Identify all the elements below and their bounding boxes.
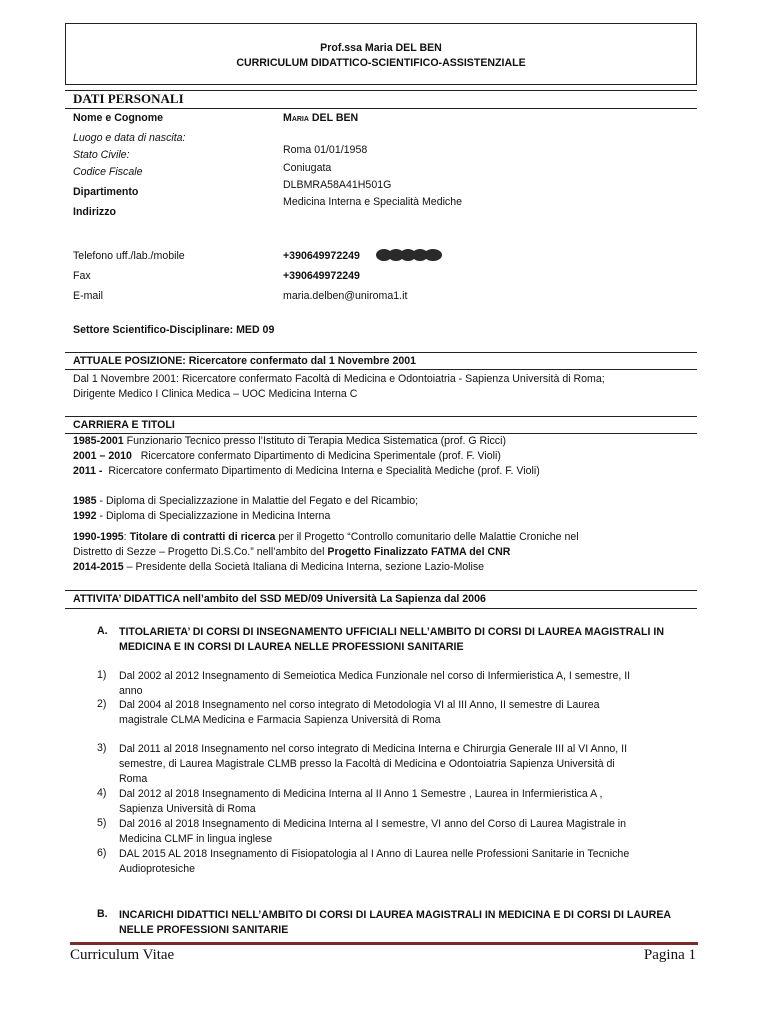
footer-rule [70, 942, 698, 945]
luogo-label: Luogo e data di nascita: [73, 132, 186, 144]
stato-value: Coniugata [283, 162, 332, 174]
carriera-text: Distretto di Sezze – Progetto Di.S.Co.” nell’ambito del [73, 546, 328, 558]
email-label: E-mail [73, 290, 104, 302]
list-item-number: 5) [97, 817, 107, 829]
telefono-label: Telefono uff./lab./mobile [73, 250, 185, 262]
section-b-marker: B. [97, 908, 108, 920]
list-item [119, 669, 694, 699]
list-item-number: 4) [97, 787, 107, 799]
section-b-line2: NELLE PROFESSIONI SANITARIE [119, 924, 289, 936]
list-item-line: DAL 2015 AL 2018 Insegnamento di Fisiopatologia al I Anno di Laurea nelle Professioni Sanitarie in Tecniche [119, 848, 630, 860]
section-b-heading [119, 908, 671, 938]
carriera-title: CARRIERA E TITOLI [73, 419, 175, 431]
carriera-year: 2014-2015 [73, 561, 124, 573]
list-item-line: Medicina CLMF in lingua inglese [119, 833, 273, 845]
list-item-line: Audioprotesiche [119, 863, 195, 875]
section-rule [65, 369, 697, 370]
fax-value: +390649972249 [283, 270, 360, 282]
codice-label: Codice Fiscale [73, 166, 143, 178]
carriera-year: 1985 [73, 495, 97, 507]
list-item-line: Dal 2004 al 2018 Insegnamento nel corso integrato di Metodologia VI al III Anno, II semestre di Laurea [119, 699, 600, 711]
posizione-title: ATTUALE POSIZIONE: Ricercatore confermato dal 1 Novembre 2001 [73, 355, 417, 367]
carriera-year: 2011 - [73, 465, 103, 477]
header-box [65, 23, 697, 85]
section-a-marker: A. [97, 625, 108, 637]
stato-label: Stato Civile: [73, 149, 130, 161]
luogo-value: Roma 01/01/1958 [283, 144, 368, 156]
carriera-text: Ricercatore confermato Dipartimento di Medicina Interna e Specialità Mediche (prof. F. Violi) [102, 465, 540, 477]
carriera-row [73, 546, 510, 558]
list-item [119, 817, 694, 847]
codice-value: DLBMRA58A41H501G [283, 179, 392, 191]
list-item-number: 2) [97, 698, 107, 710]
carriera-text: - Diploma di Specializzazione in Medicina Interna [96, 510, 331, 522]
list-item-line: Sapienza Università di Roma [119, 803, 256, 815]
footer-right: Pagina 1 [643, 947, 696, 963]
list-item-number: 3) [97, 742, 107, 754]
section-rule [65, 416, 697, 417]
header-name: Prof.ssa Maria DEL BEN [320, 42, 442, 54]
list-item-line: Dal 2011 al 2018 Insegnamento nel corso integrato di Medicina Interna e Chirurgia Generale III al VI Anno, II [119, 743, 628, 755]
carriera-year: 1985-2001 [73, 435, 124, 447]
section-rule [65, 352, 697, 353]
redaction-mark [375, 248, 445, 262]
email-value[interactable]: maria.delben@uniroma1.it [283, 290, 408, 302]
section-rule [65, 108, 697, 109]
section-rule [65, 608, 697, 609]
list-item-number: 6) [97, 847, 107, 859]
list-item-line: Roma [119, 773, 148, 785]
carriera-row [73, 465, 540, 477]
section-rule [65, 590, 697, 591]
carriera-text: - Diploma di Specializzazione in Malattie del Fegato e del Ricambio; [96, 495, 419, 507]
list-item-line: Dal 2016 al 2018 Insegnamento di Medicina Interna al I semestre, VI anno del Corso di Laurea Magistrale in [119, 818, 627, 830]
carriera-text: Funzionario Tecnico presso l’Istituto di Terapia Medica Sistematica (prof. G Ricci) [123, 435, 506, 447]
indirizzo-label: Indirizzo [73, 206, 116, 218]
dati-personali-title: DATI PERSONALI [73, 91, 184, 106]
didattica-title: ATTIVITA’ DIDATTICA nell’ambito del SSD MED/09 Università La Sapienza dal 2006 [73, 593, 486, 605]
list-item-line: magistrale CLMA Medicina e Farmacia Sapienza Università di Roma [119, 714, 441, 726]
nome-label: Nome e Cognome [73, 112, 164, 124]
footer-left: Curriculum Vitae [70, 947, 175, 963]
header-subtitle: CURRICULUM DIDATTICO-SCIENTIFICO-ASSISTENZIALE [236, 57, 526, 69]
section-b-line1: INCARICHI DIDATTICI NELL’AMBITO DI CORSI DI LAUREA MAGISTRALI IN MEDICINA E DI CORSI DI LAUREA [119, 909, 672, 921]
dipartimento-label: Dipartimento [73, 186, 139, 198]
fax-label: Fax [73, 270, 91, 282]
carriera-text: Ricercatore confermato Dipartimento di Medicina Sperimentale (prof. F. Violi) [131, 450, 501, 462]
carriera-text: per il Progetto “Controllo comunitario delle Malattie Croniche nel [275, 531, 579, 543]
list-item-number: 1) [97, 669, 107, 681]
list-item [119, 698, 694, 728]
posizione-line2: Dirigente Medico I Clinica Medica – UOC Medicina Interna C [73, 388, 358, 400]
carriera-row [73, 450, 501, 462]
carriera-emph: Titolare di contratti di ricerca [129, 531, 276, 543]
list-item [119, 847, 694, 877]
section-rule [65, 433, 697, 434]
carriera-row [73, 495, 418, 507]
list-item-line: anno [119, 685, 143, 697]
carriera-text: – Presidente della Società Italiana di Medicina Interna, sezione Lazio-Molise [123, 561, 485, 573]
list-item [119, 787, 694, 817]
list-item-line: semestre, di Laurea Magistrale CLMB presso la Facoltà di Medicina e Odontoiatria Sapienza Università di [119, 758, 615, 770]
carriera-year: 1990-1995 [73, 531, 124, 543]
section-a-line2: MEDICINA E IN CORSI DI LAUREA NELLE PROFESSIONI SANITARIE [119, 641, 464, 653]
carriera-row [73, 561, 484, 573]
list-item-line: Dal 2012 al 2018 Insegnamento di Medicina Interna al II Anno 1 Semestre , Laurea in Infermieristica A , [119, 788, 603, 800]
telefono-value: +390649972249 [283, 250, 360, 262]
dipartimento-value: Medicina Interna e Specialità Mediche [283, 196, 463, 208]
posizione-line1: Dal 1 Novembre 2001: Ricercatore confermato Facoltà di Medicina e Odontoiatria - Sapienza Università di Roma; [73, 373, 605, 385]
carriera-emph: Progetto Finalizzato FATMA del CNR [327, 546, 511, 558]
section-a-heading [119, 625, 664, 655]
section-a-line1: TITOLARIETA’ DI CORSI DI INSEGNAMENTO UFFICIALI NELL’AMBITO DI CORSI DI LAUREA MAGISTRALI IN [119, 626, 664, 638]
list-item-line: Dal 2002 al 2012 Insegnamento di Semeiotica Medica Funzionale nel corso di Infermieristica A, I semestre, II [119, 670, 631, 682]
carriera-year: 2001 – 2010 [73, 450, 132, 462]
carriera-year: 1992 [73, 510, 97, 522]
carriera-row [73, 531, 579, 543]
carriera-row [73, 435, 506, 447]
settore-line: Settore Scientifico-Disciplinare: MED 09 [73, 324, 275, 336]
list-item [119, 742, 694, 787]
nome-value: Maria DEL BEN [283, 112, 359, 124]
carriera-row [73, 510, 330, 522]
carriera-text: : [123, 531, 130, 543]
